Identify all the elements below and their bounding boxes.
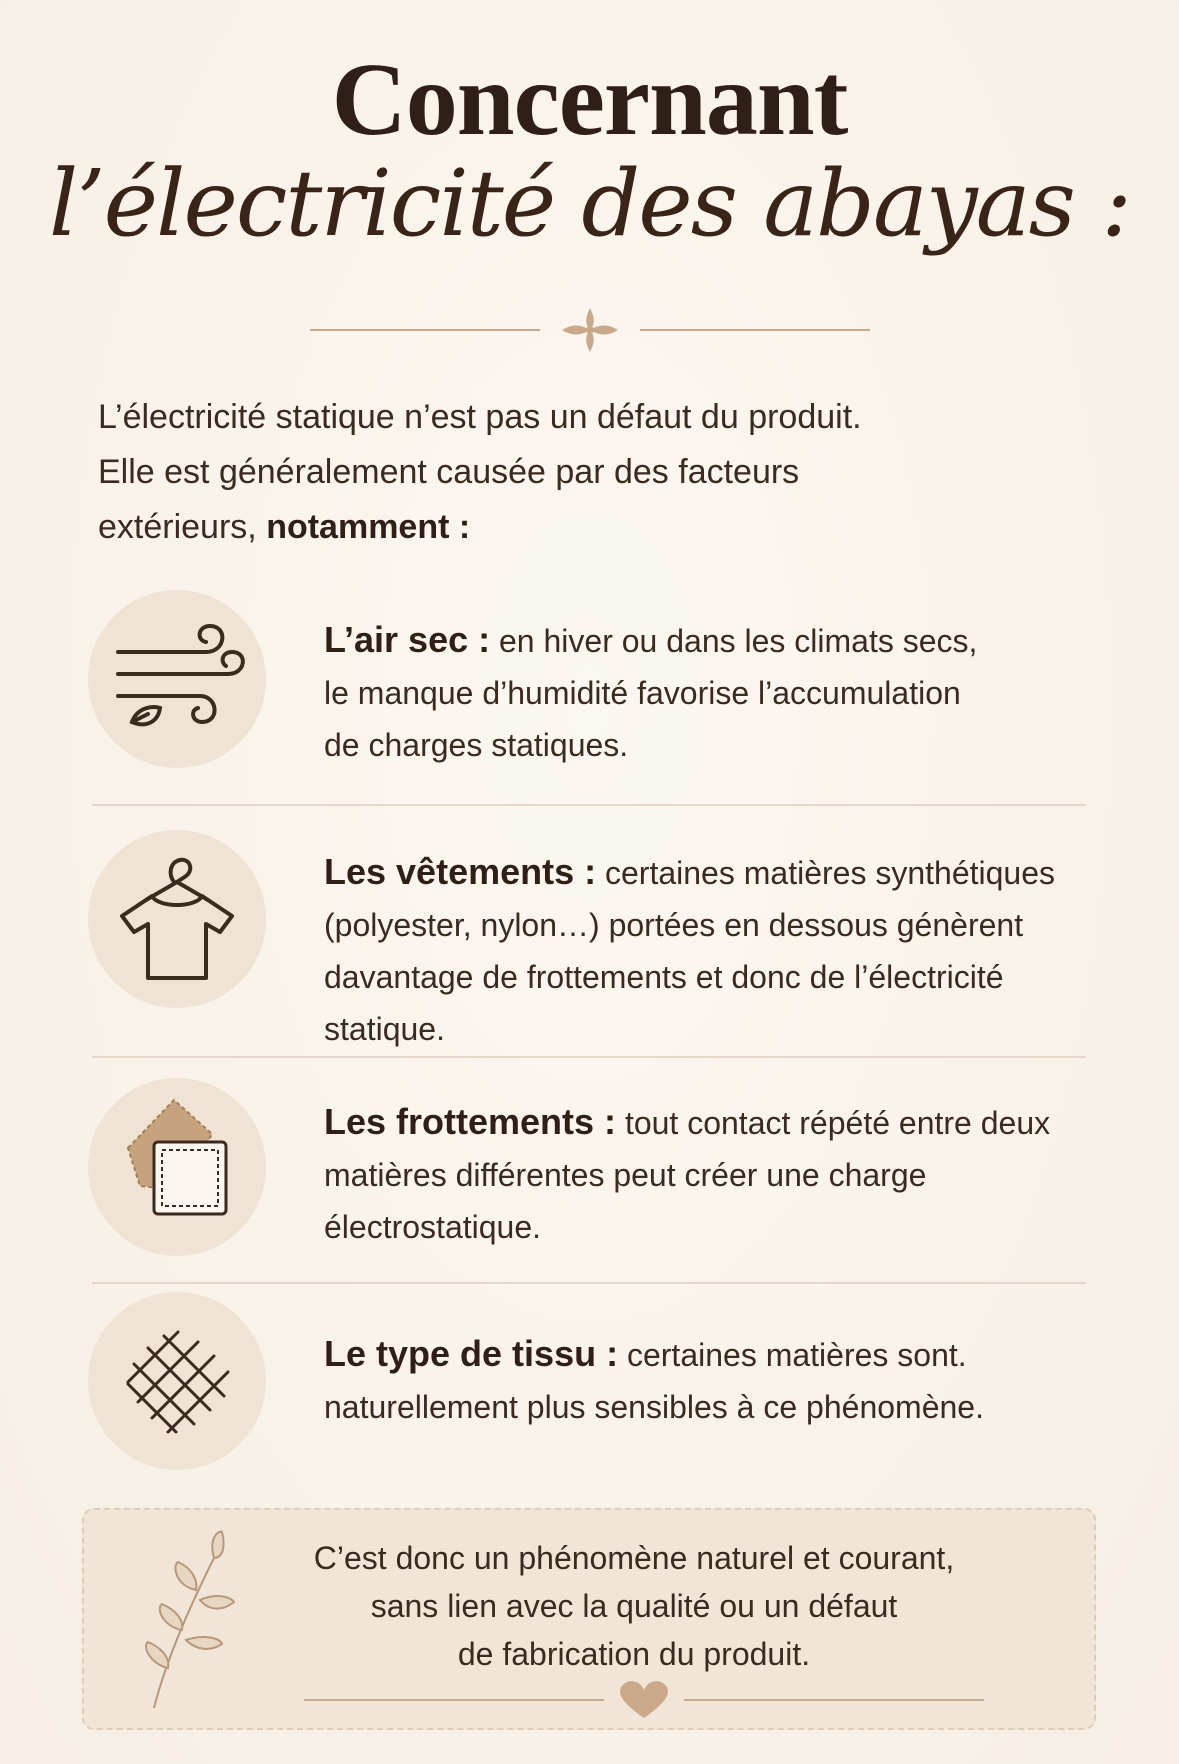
- heart-divider: [304, 1678, 984, 1722]
- page-title: Concernant: [331, 42, 848, 157]
- item-term: Les vêtements :: [324, 851, 597, 892]
- intro-line-1: L’électricité statique n’est pas un défaut du produit.: [98, 398, 862, 436]
- conclusion-text: C’est donc un phénomène naturel et courant, sans lien avec la qualité ou un défaut de fabrication du produit.: [313, 1540, 955, 1672]
- ornament-divider: [310, 300, 870, 360]
- fabric-swatches-icon: [88, 1078, 266, 1256]
- leaf-branch-icon: [104, 1528, 244, 1718]
- item-text-frottements: Les frottements : tout contact répété entre deux matières différentes peut créer une charge électrostatique.: [324, 1101, 1051, 1245]
- item-term: L’air sec :: [324, 619, 491, 660]
- intro-line-2: Elle est généralement causée par des facteurs: [98, 453, 800, 491]
- page-subtitle: l’électricité des abayas :: [48, 150, 1131, 257]
- divider-line: [92, 1282, 1086, 1284]
- item-term: Le type de tissu :: [324, 1333, 619, 1374]
- t-shirt-hanger-icon: [88, 830, 266, 1008]
- wind-icon: [88, 590, 266, 768]
- conclusion-box: [82, 1508, 1096, 1730]
- divider-line: [92, 1056, 1086, 1058]
- item-text-air-sec: L’air sec : en hiver ou dans les climats secs, le manque d’humidité favorise l’accumulation de charges statiques.: [324, 619, 978, 763]
- item-term: Les frottements :: [324, 1101, 617, 1142]
- item-text-vetements: Les vêtements : certaines matières synthétiques (polyester, nylon…) portées en dessous génèrent davantage de frottements et donc de l’électricité statique.: [324, 851, 1055, 1047]
- intro-paragraph: [98, 390, 1058, 555]
- intro-line-3: extérieurs, notamment :: [98, 508, 471, 546]
- item-text-type-tissu: Le type de tissu : certaines matières sont. naturellement plus sensibles à ce phénomène.: [324, 1333, 984, 1425]
- divider-line: [92, 804, 1086, 806]
- woven-fabric-icon: [88, 1292, 266, 1470]
